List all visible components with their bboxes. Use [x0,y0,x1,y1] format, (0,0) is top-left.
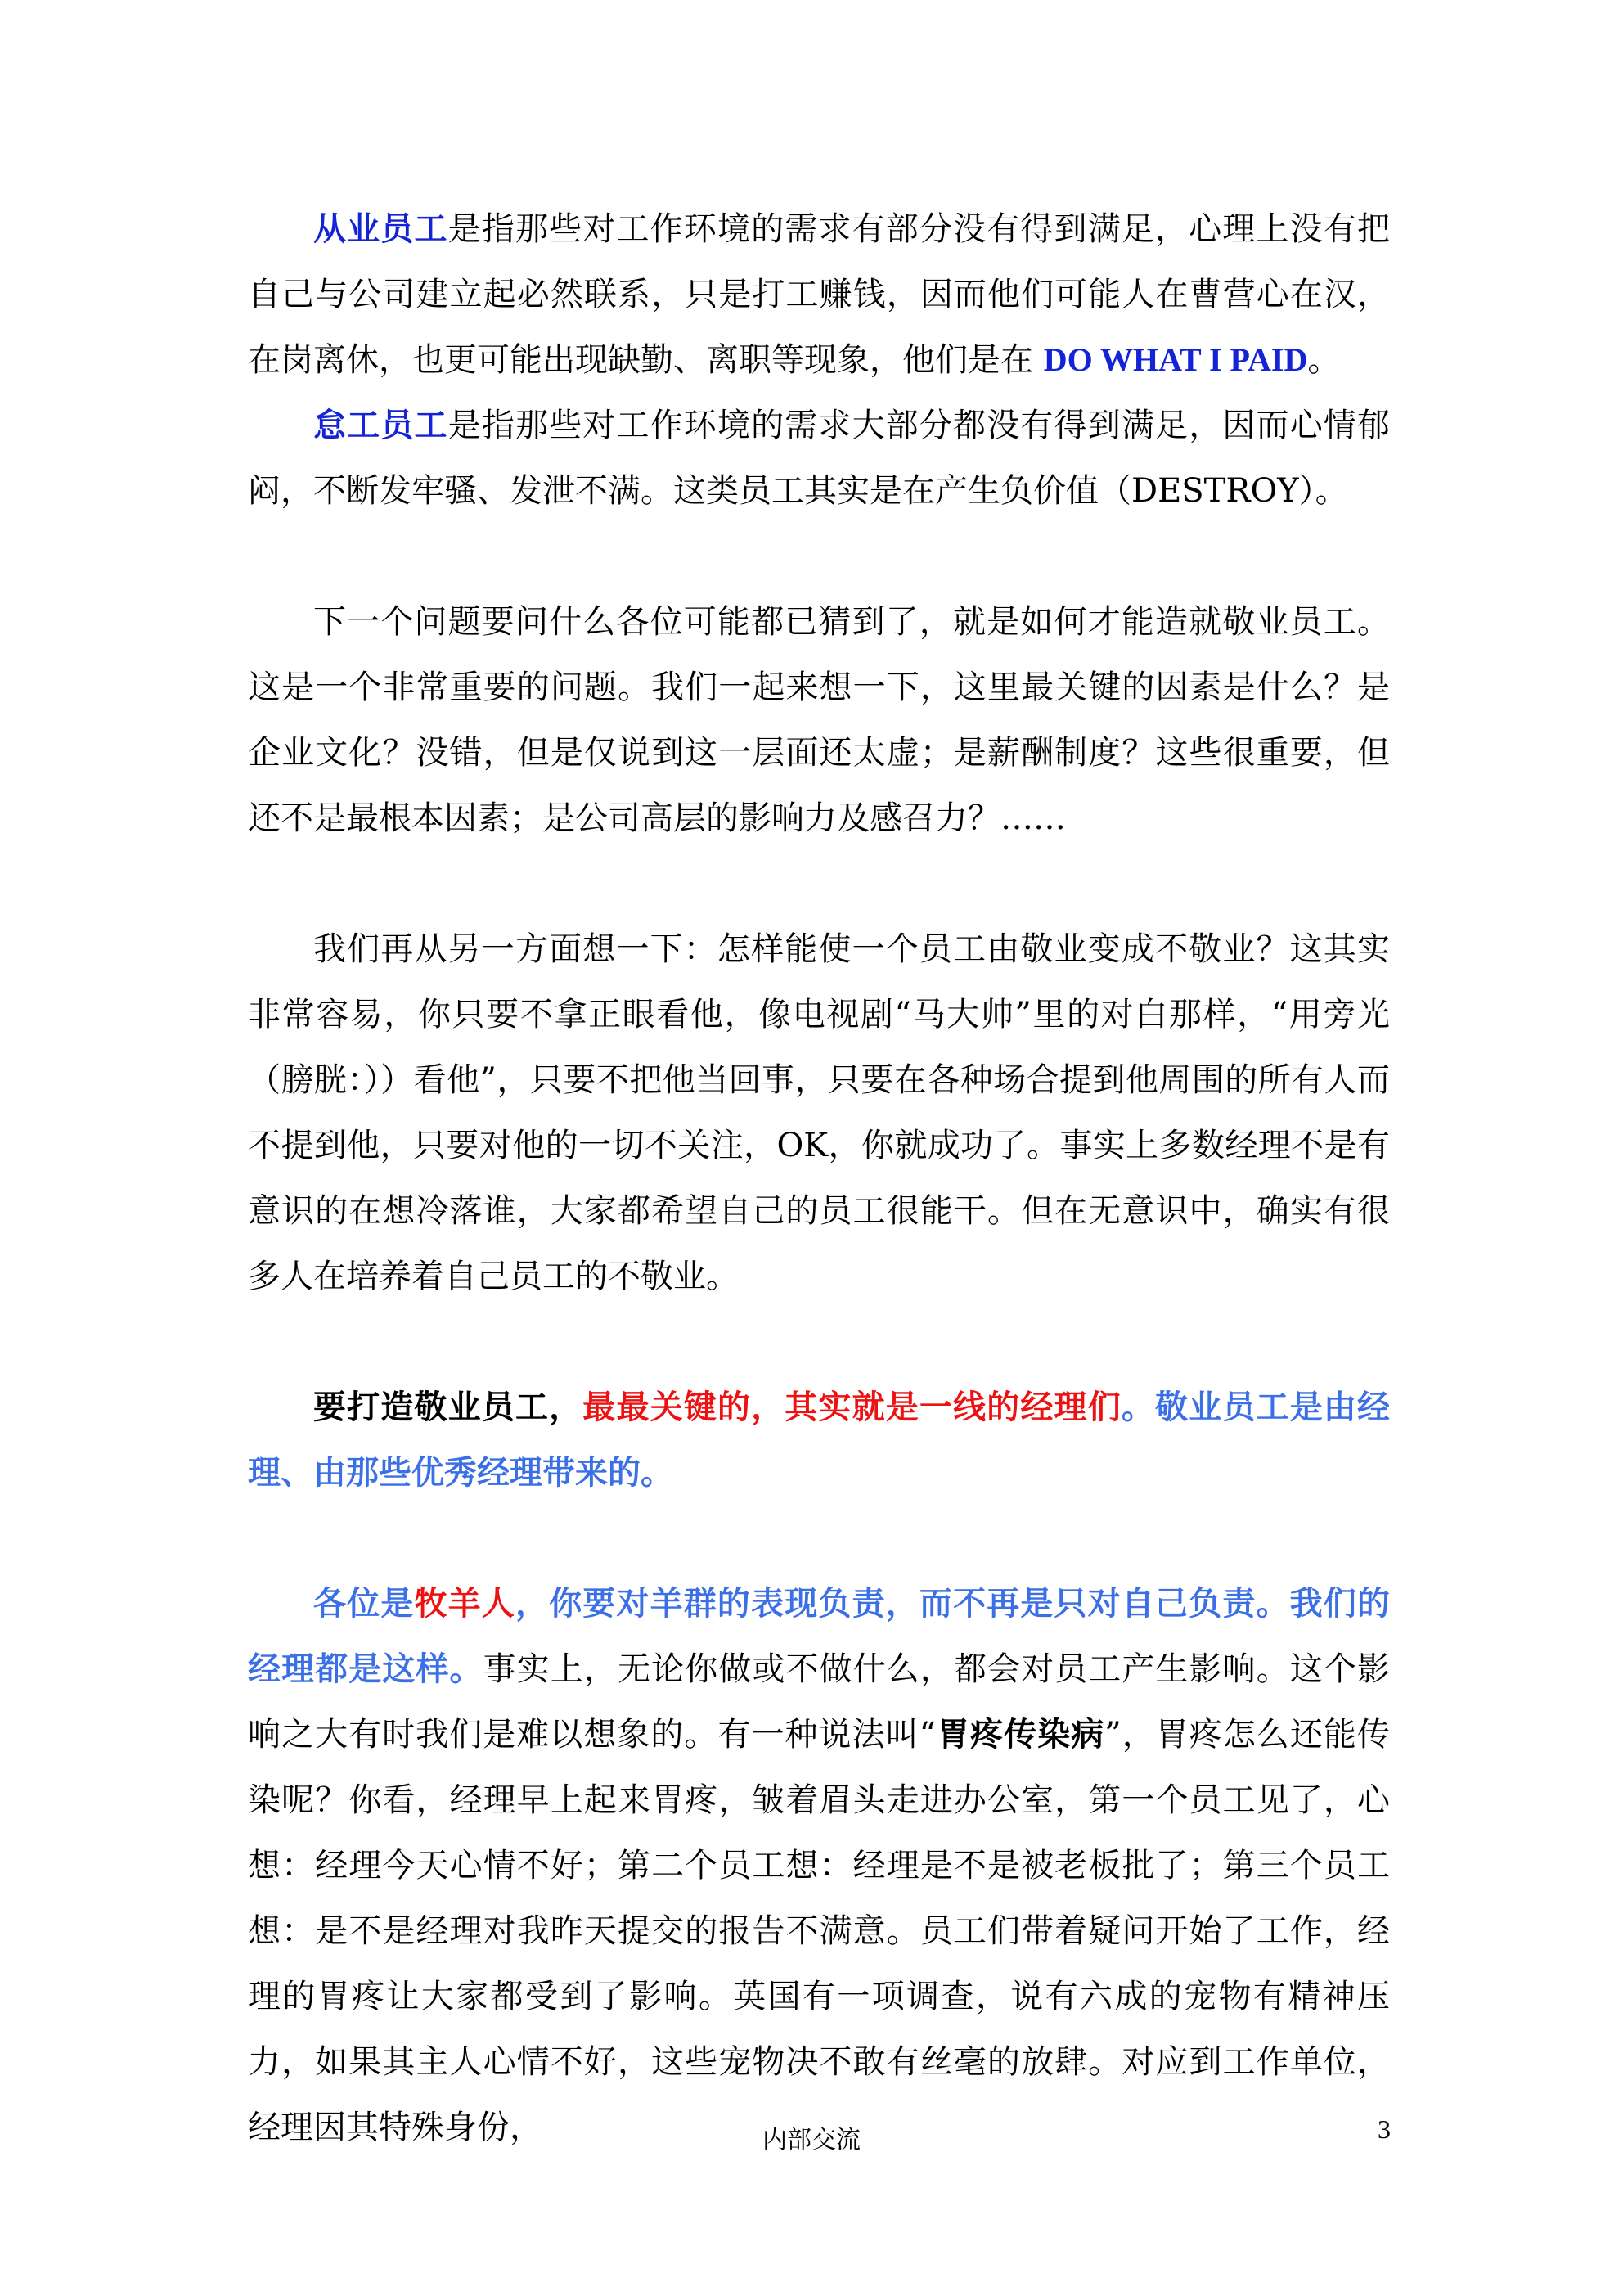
paragraph-employee-type-engaged-partial [248,196,1390,393]
paragraph-key-managers [248,1375,1390,1506]
paragraph-employee-type-slacker [248,393,1390,524]
paragraph-how-to-disengage [248,916,1390,1309]
paragraph-spacer [248,1309,1390,1375]
paragraph-spacer [248,1506,1390,1571]
paragraph-text: 是指那些对工作环境的需求大部分都没有得到满足，因而心情郁闷，不断发牢骚、发泄不满。这类员工其实是在产生负价值（DESTROY）。 [248,407,1391,510]
highlight-blue: 敬业员工是由经理、由那些优秀经理带来的。 [248,1389,1391,1492]
page-body [248,196,1390,2160]
paragraph-text: 。 [1307,341,1341,379]
page-number: 3 [1378,2114,1391,2144]
term-slack-employee: 怠工员工 [313,407,448,444]
emphasis-do-what-i-paid: DO WHAT I PAID [1043,341,1308,378]
emphasis-stomach-ache: 胃疼传染病 [936,1716,1105,1754]
term-from-employee: 从业员工 [313,210,448,248]
highlight-blue: 。 [1121,1389,1156,1426]
highlight-red: 最最关键的，其实就是一线的经理们 [582,1389,1122,1426]
paragraph-shepherd [248,1571,1390,2160]
paragraph-text: 是指那些对工作环境的需求有部分没有得到满足，心理上没有把自己与公司建立起必然联系，只是打工赚钱，因而他们可能人在曹营心在汉，在岗离休，也更可能出现缺勤、离职等现象，他们是在 [248,210,1391,379]
paragraph-text: 我们再从另一方面想一下：怎样能使一个员工由敬业变成不敬业？这其实非常容易，你只要不拿正眼看他，像电视剧“马大帅”里的对白那样，“用旁光（膀胱：））看他”，只要不把他当回事，只要在各种场合提到他周围的所有人而不提到他，只要对他的一切不关注，OK，你就成功了。事实上多数经理不是有意识的在想冷落谁，大家都希望自己的员工很能干。但在无意识中，确实有很多人在培养着自己员工的不敬业。 [248,930,1390,1295]
paragraph-text: 下一个问题要问什么各位可能都已猜到了，就是如何才能造就敬业员工。这是一个非常重要的问题。我们一起来想一下，这里最关键的因素是什么？是企业文化？没错，但是仅说到这一层面还太虚；是薪酬制度？这些很重要，但还不是最根本因素；是公司高层的影响力及感召力？…… [248,603,1390,837]
highlight-red-shepherd: 牧羊人 [414,1585,515,1623]
paragraph-how-to-build-engagement [248,589,1390,851]
paragraph-spacer [248,524,1390,589]
paragraph-spacer [248,851,1390,916]
footer-label: 内部交流 [762,2126,861,2154]
highlight-blue: ，你要对羊群的表现负责，而不再是只对自己负责。我们的经理都是这样。 [248,1585,1391,1688]
paragraph-text: 事实上，无论你做或不做什么，都会对员工产生影响。这个影响之大有时我们是难以想象的。有一种说法叫“ [248,1650,1391,1754]
highlight-black: 要打造敬业员工， [313,1389,583,1426]
highlight-blue: 各位是 [313,1585,415,1623]
paragraph-text: ”，胃疼怎么还能传染呢？你看，经理早上起来胃疼，皱着眉头走进办公室，第一个员工见了，心想：经理今天心情不好；第二个员工想：经理是不是被老板批了；第三个员工想：是不是经理对我昨天提交的报告不满意。员工们带着疑问开始了工作，经理的胃疼让大家都受到了影响。英国有一项调查，说有六成的宠物有精神压力，如果其主人心情不好，这些宠物决不敢有丝毫的放肆。对应到工作单位，经理因其特殊身份， [248,1716,1391,2146]
